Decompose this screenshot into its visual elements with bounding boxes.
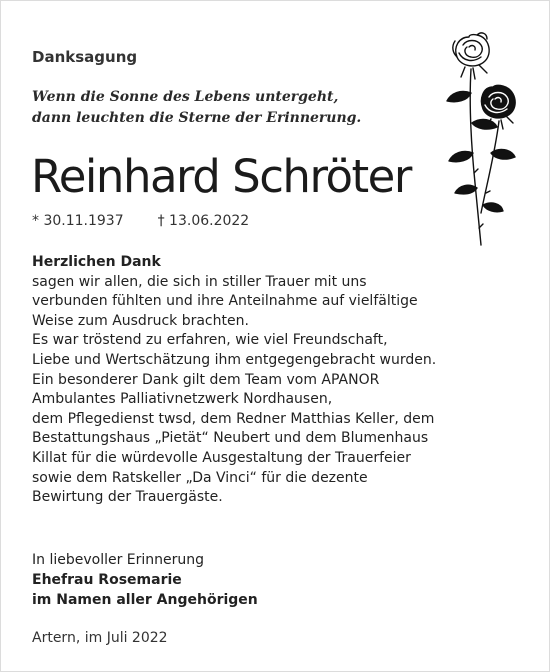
body-line: sagen wir allen, die sich in stiller Trauer mit uns <box>32 273 367 290</box>
rose-icon <box>441 23 525 248</box>
place-date: Artern, im Juli 2022 <box>32 630 168 646</box>
family-line: im Namen aller Angehörigen <box>32 592 258 608</box>
body-line: Ein besonderer Dank gilt dem Team vom APANOR <box>32 371 380 388</box>
spouse-line: Ehefrau Rosemarie <box>32 572 182 588</box>
remembrance-line: In liebevoller Erinnerung <box>32 552 205 568</box>
motto <box>32 87 361 129</box>
body-line: Weise zum Ausdruck brachten. <box>32 312 249 329</box>
body-line: Bestattungshaus „Pietät“ Neubert und dem Blumenhaus <box>32 430 429 447</box>
birth-date: * 30.11.1937 <box>32 213 124 229</box>
deceased-name: Reinhard Schröter <box>31 150 411 203</box>
body-line: Ambulantes Palliativnetzwerk Nordhausen, <box>32 391 333 408</box>
notice-heading: Danksagung <box>32 48 138 66</box>
thanks-title: Herzlichen Dank <box>32 254 161 270</box>
motto-line: dann leuchten die Sterne der Erinnerung. <box>32 110 362 126</box>
life-dates <box>32 213 249 229</box>
body-line: sowie dem Ratskeller „Da Vinci“ für die dezente <box>32 469 368 486</box>
body-line: Killat für die würdevolle Ausgestaltung der Trauerfeier <box>32 449 411 466</box>
motto-line: Wenn die Sonne des Lebens untergeht, <box>32 89 339 105</box>
body-line: verbunden fühlten und ihre Anteilnahme auf vielfältige <box>32 293 418 310</box>
closing-block <box>32 550 258 610</box>
notice-body <box>32 253 532 508</box>
death-date: † 13.06.2022 <box>157 213 250 229</box>
body-line: dem Pflegedienst twsd, dem Redner Matthias Keller, dem <box>32 410 435 427</box>
body-line: Es war tröstend zu erfahren, wie viel Freundschaft, <box>32 332 388 349</box>
body-line: Liebe und Wertschätzung ihm entgegengebracht wurden. <box>32 351 437 368</box>
body-line: Bewirtung der Trauergäste. <box>32 489 223 506</box>
